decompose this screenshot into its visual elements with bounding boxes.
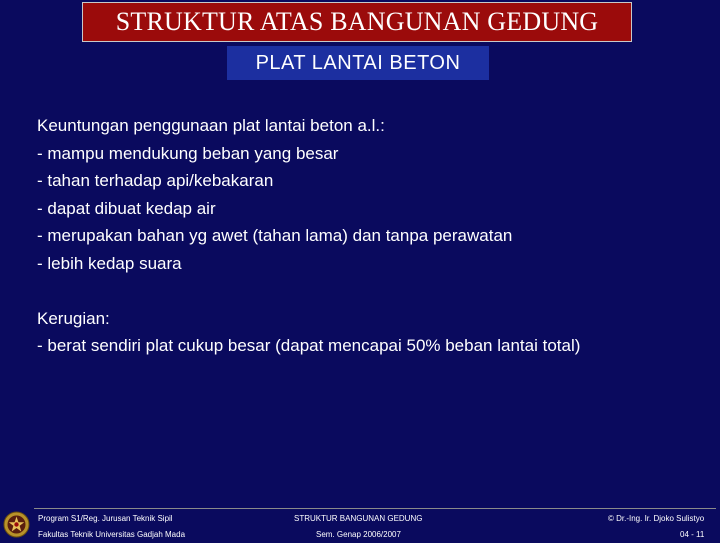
- advantage-item: - dapat dibuat kedap air: [37, 198, 216, 218]
- slide-title-box: [82, 2, 632, 42]
- footer-program: Program S1/Reg. Jurusan Teknik Sipil: [38, 514, 173, 523]
- footer-semester: Sem. Genap 2006/2007: [316, 530, 401, 539]
- slide-subtitle-box: [227, 46, 489, 80]
- slide-title: STRUKTUR ATAS BANGUNAN GEDUNG: [115, 7, 599, 36]
- university-seal-icon: [3, 511, 30, 538]
- advantages-heading: Keuntungan penggunaan plat lantai beton a.l.:: [37, 116, 385, 135]
- advantage-item: - mampu mendukung beban yang besar: [37, 143, 339, 163]
- footer-course: STRUKTUR BANGUNAN GEDUNG: [294, 514, 423, 523]
- slide-subtitle: PLAT LANTAI BETON: [255, 51, 461, 74]
- section-spacer: [37, 277, 707, 305]
- advantage-item: - lebih kedap suara: [37, 253, 182, 273]
- footer-divider: [34, 508, 716, 509]
- footer-author: © Dr.-Ing. Ir. Djoko Sulistyo: [608, 514, 705, 523]
- advantage-item: - merupakan bahan yg awet (tahan lama) dan tanpa perawatan: [37, 226, 513, 245]
- slide-body: [37, 112, 707, 360]
- disadvantages-heading: Kerugian:: [37, 308, 110, 328]
- advantage-item: - tahan terhadap api/kebakaran: [37, 171, 274, 190]
- disadvantage-item: - berat sendiri plat cukup besar (dapat mencapai 50% beban lantai total): [37, 336, 581, 355]
- footer-page-number: 04 - 11: [680, 530, 705, 539]
- footer-faculty: Fakultas Teknik Universitas Gadjah Mada: [38, 530, 186, 539]
